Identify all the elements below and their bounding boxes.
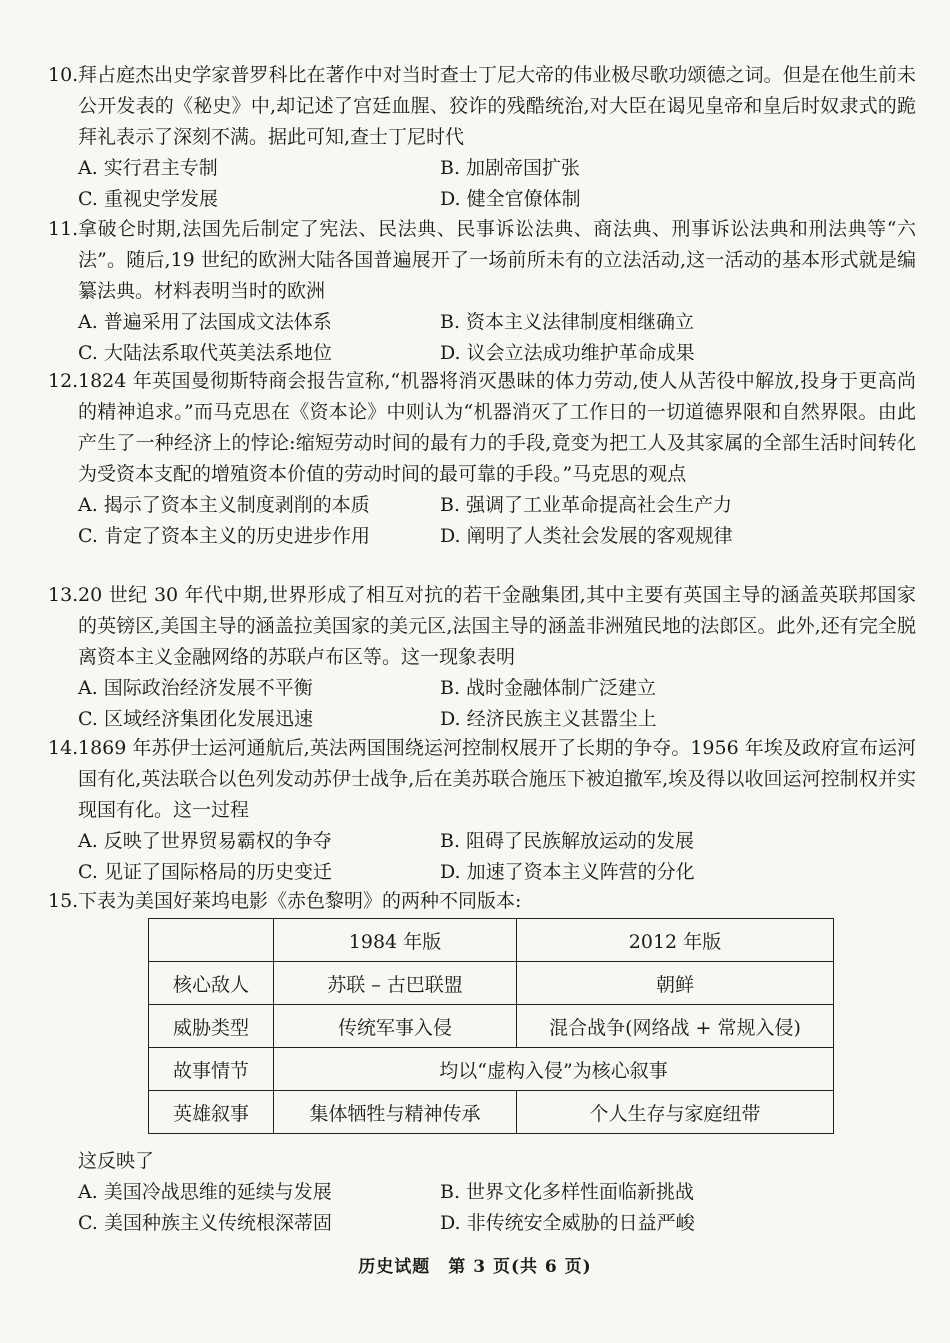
row-label: 故事情节 [149,1048,274,1091]
options [78,1177,916,1239]
table-cell-merged: 均以“虚构入侵”为核心叙事 [274,1048,834,1091]
question-10 [48,60,916,215]
option-c: C. 区域经济集团化发展迅速 [78,708,313,730]
option-b: B. 世界文化多样性面临新挑战 [440,1181,695,1203]
question-number: 15. [48,890,79,912]
option-b: B. 阻碍了民族解放运动的发展 [440,830,695,852]
table-cell: 苏联 – 古巴联盟 [274,962,517,1005]
options [78,826,916,888]
option-d: D. 阐明了人类社会发展的客观规律 [440,525,733,547]
table-cell [149,919,274,962]
row-label: 威胁类型 [149,1005,274,1048]
option-d: D. 经济民族主义甚嚣尘上 [440,708,657,730]
option-a: A. 美国冷战思维的延续与发展 [78,1181,332,1203]
option-d: D. 加速了资本主义阵营的分化 [440,861,695,883]
option-b: B. 战时金融体制广泛建立 [440,677,657,699]
question-stem: 1824 年英国曼彻斯特商会报告宣称,“机器将消灭愚昧的体力劳动,使人从苦役中解放,投身于更高尚的精神追求。”而马克思在《资本论》中则认为“机器消灭了工作日的一切道德界限和自然界限。由此产生了一种经济上的悖论:缩短劳动时间的最有力的手段,竟变为把工人及其家属的全部生活时间转化为受资本支配的增殖资本价值的劳动时间的最可靠的手段。”马克思的观点 [78,370,916,485]
option-b: B. 资本主义法律制度相继确立 [440,311,695,333]
question-stem-tail: 这反映了 [78,1150,155,1172]
table-header-cell: 1984 年版 [274,919,517,962]
question-14 [48,733,916,888]
table-row [149,962,834,1005]
table-cell: 朝鲜 [517,962,834,1005]
option-c: C. 大陆法系取代英美法系地位 [78,342,332,364]
option-d: D. 议会立法成功维护革命成果 [440,342,695,364]
option-b: B. 加剧帝国扩张 [440,157,581,179]
question-stem: 下表为美国好莱坞电影《赤色黎明》的两种不同版本: [78,890,522,912]
option-c: C. 肯定了资本主义的历史进步作用 [78,525,370,547]
option-c: C. 重视史学发展 [78,188,218,210]
question-number: 11. [48,218,79,240]
option-c: C. 美国种族主义传统根深蒂固 [78,1212,332,1234]
row-label: 核心敌人 [149,962,274,1005]
option-a: A. 普遍采用了法国成文法体系 [78,311,332,333]
option-c: C. 见证了国际格局的历史变迁 [78,861,332,883]
question-stem: 20 世纪 30 年代中期,世界形成了相互对抗的若干金融集团,其中主要有英国主导的涵盖英联邦国家的英镑区,美国主导的涵盖拉美国家的美元区,法国主导的涵盖非洲殖民地的法郎区。此外,还有完全脱离资本主义金融网络的苏联卢布区等。这一现象表明 [78,584,916,668]
table-header-row [149,919,834,962]
question-15-continuation [78,1146,916,1239]
options [78,673,916,735]
question-number: 13. [48,584,79,606]
option-d: D. 健全官僚体制 [440,188,581,210]
question-11 [48,214,916,369]
page-footer: 历史试题 第 3 页(共 6 页) [358,1257,592,1277]
option-a: A. 实行君主专制 [78,157,218,179]
row-label: 英雄叙事 [149,1091,274,1134]
table-cell: 集体牺牲与精神传承 [274,1091,517,1134]
options [78,490,916,552]
table-header-cell: 2012 年版 [517,919,834,962]
table-row [149,1048,834,1091]
question-stem: 1869 年苏伊士运河通航后,英法两国围绕运河控制权展开了长期的争夺。1956 年埃及政府宣布运河国有化,英法联合以色列发动苏伊士战争,后在美苏联合施压下被迫撤军,埃及得以收回运河控制权并实现国有化。这一过程 [78,737,916,821]
options [78,153,916,215]
question-12 [48,366,916,552]
question-number: 12. [48,370,79,392]
question-number: 14. [48,737,79,759]
option-a: A. 国际政治经济发展不平衡 [78,677,313,699]
table-row [149,1005,834,1048]
table-cell: 传统军事入侵 [274,1005,517,1048]
question-13 [48,580,916,735]
option-b: B. 强调了工业革命提高社会生产力 [440,494,733,516]
table-row [149,1091,834,1134]
options [78,307,916,369]
option-a: A. 揭示了资本主义制度剥削的本质 [78,494,370,516]
question-stem: 拿破仑时期,法国先后制定了宪法、民法典、民事诉讼法典、商法典、刑事诉讼法典和刑法典等“六法”。随后,19 世纪的欧洲大陆各国普遍展开了一场前所未有的立法活动,这一活动的基本形式就是编纂法典。材料表明当时的欧洲 [78,218,916,302]
option-d: D. 非传统安全威胁的日益严峻 [440,1212,695,1234]
table-cell: 个人生存与家庭纽带 [517,1091,834,1134]
table-cell: 混合战争(网络战 + 常规入侵) [517,1005,834,1048]
question-15 [48,886,916,917]
comparison-table [148,918,834,1134]
question-number: 10. [48,64,79,86]
option-a: A. 反映了世界贸易霸权的争夺 [78,830,332,852]
question-stem: 拜占庭杰出史学家普罗科比在著作中对当时查士丁尼大帝的伟业极尽歌功颂德之词。但是在他生前未公开发表的《秘史》中,却记述了宫廷血腥、狡诈的残酷统治,对大臣在谒见皇帝和皇后时奴隶式的跪拜礼表示了深刻不满。据此可知,查士丁尼时代 [78,64,916,148]
